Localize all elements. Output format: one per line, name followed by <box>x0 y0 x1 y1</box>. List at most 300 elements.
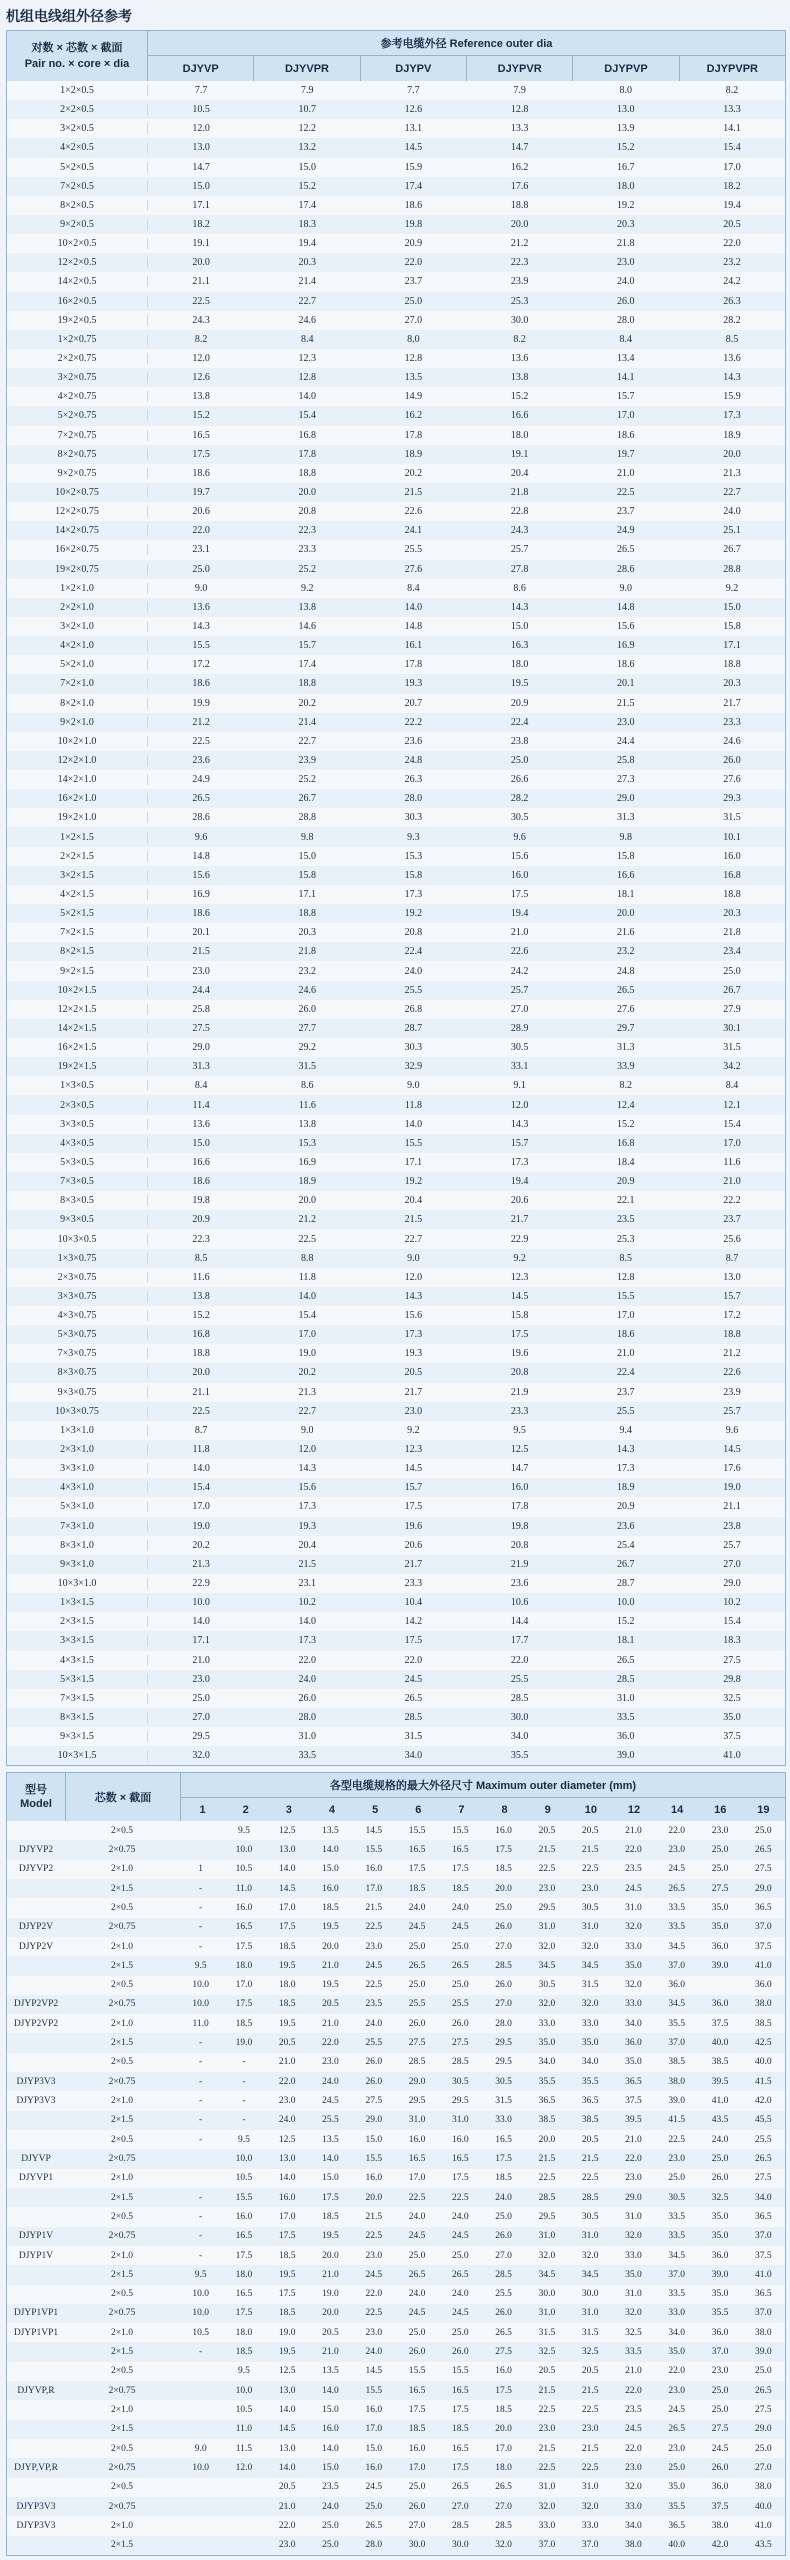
table-cell: 26.5 <box>495 2327 512 2338</box>
table-cell: 30.0 <box>538 2289 556 2300</box>
table-cell: 22.2 <box>404 716 423 728</box>
table-cell: 26.5 <box>754 2385 772 2396</box>
header-cn: 对数 × 芯数 × 截面 <box>31 42 123 54</box>
table-cell: 29.2 <box>298 1042 316 1054</box>
table-cell: 22.6 <box>510 946 529 958</box>
row-label: 10×2×1.5 <box>7 985 148 996</box>
column-header: DJYPV <box>361 56 467 81</box>
table-cell: 9.5 <box>194 1960 207 1971</box>
table-cell: 24.5 <box>365 2482 383 2493</box>
table-cell: 33.5 <box>668 2231 686 2242</box>
table-cell: 31.0 <box>581 1922 599 1933</box>
table-cell: 34.5 <box>668 1941 686 1952</box>
spec-cell: 2×0.5 <box>111 2057 133 2068</box>
table-cell: 33.0 <box>581 2520 599 2531</box>
table-cell: 24.5 <box>365 2269 383 2280</box>
table2-group-header: 各型电缆规格的最大外径尺寸 Maximum outer diameter (mm) <box>181 1773 785 1798</box>
table-cell: 20.3 <box>298 257 316 269</box>
table-cell: 20.0 <box>192 257 210 269</box>
table-cell: 11.5 <box>235 2443 253 2454</box>
table-cell: 37.5 <box>723 1731 741 1743</box>
table-cell: 17.3 <box>298 1635 316 1647</box>
table-cell: 27.0 <box>754 2462 772 2473</box>
table-cell: 28.5 <box>495 2269 512 2280</box>
row-label: 19×2×0.75 <box>7 564 148 575</box>
table-cell: 17.8 <box>510 1501 529 1513</box>
table-cell: 28.5 <box>452 2057 469 2068</box>
table-cell: 17.5 <box>235 2250 253 2261</box>
table-cell: 12.0 <box>192 123 210 135</box>
spec-cell: 2×0.5 <box>111 2482 133 2493</box>
spec-cell: 2×0.75 <box>108 2153 136 2164</box>
table-cell: 24.0 <box>495 2192 512 2203</box>
table-row <box>7 1153 785 1172</box>
table-cell: 27.7 <box>298 1022 316 1034</box>
table-cell: 29.5 <box>495 2057 512 2068</box>
table-cell: 15.0 <box>322 2462 339 2473</box>
table-cell: 26.0 <box>298 1692 316 1704</box>
spec-cell: 2×0.75 <box>108 1999 136 2010</box>
table-cell: 17.0 <box>723 1137 741 1149</box>
table-cell: 29.5 <box>538 1902 556 1913</box>
table-cell: 27.0 <box>723 1558 741 1570</box>
table-cell: 9.4 <box>619 1424 633 1436</box>
table-cell: 24.9 <box>192 774 210 786</box>
table-cell: 24.2 <box>723 276 741 288</box>
table-cell: 24.0 <box>322 2076 339 2087</box>
table-cell: 36.5 <box>668 2520 686 2531</box>
table-cell: 17.5 <box>278 1922 296 1933</box>
table-cell: 36.0 <box>754 1980 772 1991</box>
table-cell: 24.5 <box>452 1922 469 1933</box>
table-cell: 22.0 <box>510 1654 529 1666</box>
row-label: 9×3×1.5 <box>7 1731 148 1742</box>
table-cell: 23.3 <box>404 1578 423 1590</box>
row-label: 7×2×0.75 <box>7 430 148 441</box>
table-cell: 19.1 <box>192 238 210 250</box>
table-cell: 16.0 <box>365 2462 383 2473</box>
column-header: DJYPVP <box>573 56 679 81</box>
table-cell: 14.5 <box>278 1883 296 1894</box>
model-cell: DJYP1V <box>18 2250 54 2261</box>
table-cell: 24.0 <box>322 2501 339 2512</box>
table-cell: 19.8 <box>192 1195 210 1207</box>
table-cell: 22.3 <box>510 257 529 269</box>
row-label: 19×2×0.5 <box>7 315 148 326</box>
table-cell: 25.0 <box>723 965 741 977</box>
table-cell: 12.0 <box>235 2462 253 2473</box>
table-cell: 15.5 <box>408 1825 426 1836</box>
table-cell: 22.5 <box>192 735 210 747</box>
table-cell: 18.4 <box>617 1156 635 1168</box>
table-cell: 29.0 <box>723 1578 741 1590</box>
table-cell: 29.7 <box>617 1022 635 1034</box>
table-cell: 18.8 <box>192 1348 210 1360</box>
table-cell: 24.0 <box>723 506 741 518</box>
row-label: 9×2×1.0 <box>7 717 148 728</box>
table-cell: 20.0 <box>322 1941 339 1952</box>
table-cell: 16.5 <box>452 1844 469 1855</box>
table-cell: 19.4 <box>298 238 316 250</box>
table-cell: 22.0 <box>322 2038 339 2049</box>
table-cell: 30.5 <box>668 2192 686 2203</box>
table-cell: 26.5 <box>754 1844 772 1855</box>
table-cell: 12.3 <box>510 1271 529 1283</box>
table-row <box>7 942 785 961</box>
table-cell: 15.4 <box>298 410 316 422</box>
table-cell: 15.8 <box>510 1310 529 1322</box>
table-cell: 34.0 <box>404 1750 423 1762</box>
table-cell: 23.0 <box>668 2443 686 2454</box>
column-header: 4 <box>328 1803 336 1816</box>
table-cell: 26.0 <box>365 2076 383 2087</box>
table-cell: 24.4 <box>192 984 210 996</box>
table-cell: 28.0 <box>404 793 423 805</box>
table-cell: 38.5 <box>711 2057 729 2068</box>
row-label: 1×3×1.0 <box>7 1425 148 1436</box>
table-cell: 19.2 <box>617 199 635 211</box>
table-cell: 15.5 <box>452 2366 469 2377</box>
table-cell: 21.7 <box>404 1558 423 1570</box>
table-cell: 13.5 <box>322 2366 339 2377</box>
table-row <box>7 1898 785 1917</box>
table-cell: 29.0 <box>365 2115 383 2126</box>
table-cell: 23.0 <box>668 2153 686 2164</box>
table-cell: 18.0 <box>235 2327 253 2338</box>
table-cell: 8.4 <box>619 333 633 345</box>
table-cell: 23.0 <box>625 2173 642 2184</box>
table-cell: 9.5 <box>237 1825 250 1836</box>
spec-cell: 2×0.5 <box>111 1902 133 1913</box>
table-cell: 27.5 <box>723 1654 741 1666</box>
table-cell: 13.4 <box>617 353 635 365</box>
table-cell: 25.0 <box>711 2405 729 2416</box>
table-cell: 23.7 <box>404 276 423 288</box>
table-cell: 17.8 <box>404 659 423 671</box>
table-cell: 30.5 <box>510 812 529 824</box>
table-cell: 24.0 <box>617 276 635 288</box>
table-row <box>7 2014 785 2033</box>
row-label: 14×2×0.5 <box>7 276 148 287</box>
row-label: 8×3×0.5 <box>7 1195 148 1206</box>
model-cell: DJYP2V <box>18 1922 54 1933</box>
table-cell: 9.8 <box>619 831 633 843</box>
table-cell: 15.0 <box>723 601 741 613</box>
table-cell: 23.0 <box>617 257 635 269</box>
table-row <box>7 1879 785 1898</box>
table-cell: - <box>242 2057 246 2068</box>
table-cell: 20.5 <box>581 2366 599 2377</box>
table-cell: 19.5 <box>278 2018 296 2029</box>
table-cell: 14.0 <box>278 2462 296 2473</box>
table-cell: 10.0 <box>235 2385 253 2396</box>
table-cell: 14.0 <box>404 601 423 613</box>
table-cell: 14.0 <box>322 2443 339 2454</box>
table-cell: 20.1 <box>192 927 210 939</box>
row-label: 3×2×0.5 <box>7 123 148 134</box>
table-cell: 23.0 <box>192 965 210 977</box>
table-cell: 15.8 <box>723 621 741 632</box>
table-cell: 15.4 <box>723 1616 741 1628</box>
table-cell: 30.3 <box>404 1042 423 1054</box>
spec-cell: 2×1.5 <box>111 2038 133 2049</box>
table-row <box>7 540 785 559</box>
table-row <box>7 464 785 483</box>
table-cell: 14.0 <box>322 1844 339 1855</box>
row-label: 7×2×0.5 <box>7 181 148 192</box>
table-cell: - <box>199 2038 203 2049</box>
table-cell: 14.2 <box>404 1616 423 1628</box>
table-cell: 9.0 <box>407 1252 420 1264</box>
table-cell: - <box>199 1883 203 1894</box>
table-cell: 8.2 <box>513 333 526 345</box>
table-cell: 17.0 <box>192 1501 210 1513</box>
table-row <box>7 406 785 425</box>
table-cell: 22.5 <box>581 2405 599 2416</box>
table-cell: 40.0 <box>754 2501 772 2512</box>
table-cell: 24.5 <box>322 2096 339 2107</box>
table-row <box>7 2516 785 2535</box>
table-cell: 35.0 <box>625 2057 642 2068</box>
table-cell: 26.0 <box>495 2308 512 2319</box>
model-header-en: Model <box>20 1798 52 1810</box>
table1-body <box>7 81 785 1765</box>
table-cell: 26.5 <box>192 793 210 805</box>
table-cell: 32.0 <box>581 2250 599 2261</box>
table-cell: 22.5 <box>581 1864 599 1875</box>
table-cell: 18.8 <box>298 908 316 920</box>
table-cell: 40.0 <box>754 2057 772 2068</box>
table-cell: 26.5 <box>617 1654 635 1666</box>
table-cell: 19.0 <box>723 1482 741 1494</box>
table-cell: 21.0 <box>625 1825 642 1836</box>
table-cell: 25.0 <box>408 2482 426 2493</box>
table-cell: 31.0 <box>625 1902 642 1913</box>
table-cell: 17.1 <box>192 199 210 211</box>
table-cell: 32.0 <box>538 2250 556 2261</box>
table-cell: 15.9 <box>723 391 741 403</box>
table-row <box>7 1325 785 1344</box>
table-cell: 23.0 <box>322 2057 339 2068</box>
table-cell: 32.0 <box>538 1941 556 1952</box>
table-cell: 8.0 <box>407 333 420 345</box>
table-cell: - <box>199 2211 203 2222</box>
table-cell: 20.5 <box>581 2134 599 2145</box>
table-cell: 32.9 <box>404 1061 423 1073</box>
table-cell: 21.5 <box>581 2153 599 2164</box>
table-cell: 8.5 <box>194 1252 208 1264</box>
table-cell: 20.4 <box>298 1539 316 1551</box>
table-cell: 19.7 <box>617 448 635 460</box>
table-cell: 37.0 <box>711 2347 729 2358</box>
table-cell: 10.0 <box>192 2308 209 2319</box>
table-cell: 20.5 <box>278 2038 296 2049</box>
row-label: 10×2×0.75 <box>7 487 148 498</box>
table-cell: 15.0 <box>322 2173 339 2184</box>
table-cell: 22.5 <box>581 2173 599 2184</box>
table-cell: 34.0 <box>754 2192 772 2203</box>
table-cell: 19.5 <box>322 2231 339 2242</box>
table-row <box>7 2342 785 2361</box>
column-header: 14 <box>670 1803 684 1816</box>
column-header: 3 <box>285 1803 292 1816</box>
table-cell: 27.0 <box>495 2501 512 2512</box>
table-cell: 27.0 <box>510 1003 529 1015</box>
table-cell: 9.0 <box>301 1424 314 1436</box>
table-cell: 14.1 <box>617 372 635 384</box>
table-row <box>7 311 785 330</box>
table-cell: 35.0 <box>668 2482 686 2493</box>
table-cell: 7.9 <box>513 85 526 97</box>
table-cell: 14.5 <box>365 2366 383 2377</box>
table-cell: 11.0 <box>235 1883 253 1894</box>
row-label: 7×3×0.5 <box>7 1176 148 1187</box>
table-cell: 19.0 <box>192 1520 210 1532</box>
table-cell: 15.6 <box>617 621 635 632</box>
table-cell: 29.3 <box>723 793 741 805</box>
table-cell: 21.1 <box>723 1501 741 1513</box>
table-cell: 20.9 <box>617 1176 635 1188</box>
table-cell: 18.9 <box>617 1482 635 1494</box>
table-cell: 27.0 <box>192 1712 210 1724</box>
table-cell: 17.5 <box>404 1501 423 1513</box>
table-cell: 34.0 <box>625 2520 642 2531</box>
table-row <box>7 923 785 942</box>
table-cell: 24.5 <box>625 1883 642 1894</box>
table-cell: 29.5 <box>192 1731 210 1743</box>
table-cell: 21.2 <box>192 716 210 728</box>
table-cell: 24.9 <box>617 525 635 537</box>
table-cell: 23.4 <box>723 946 741 958</box>
table-cell: 15.2 <box>510 391 529 403</box>
table-cell: 35.0 <box>723 1712 741 1724</box>
table-cell: 22.2 <box>723 1195 741 1207</box>
table-cell: 15.7 <box>510 1137 529 1149</box>
table-cell: 23.0 <box>538 2424 556 2435</box>
table-cell: 16.5 <box>235 2231 253 2242</box>
row-label: 4×2×1.0 <box>7 640 148 651</box>
table-cell: 27.5 <box>365 2096 383 2107</box>
table-cell: 22.7 <box>298 295 316 307</box>
table-row <box>7 2227 785 2246</box>
table-cell: 28.5 <box>408 2057 426 2068</box>
table-cell: 34.0 <box>668 2327 686 2338</box>
table-cell: 23.0 <box>365 2327 383 2338</box>
table-row <box>7 1095 785 1114</box>
table-cell: 15.7 <box>404 1482 423 1494</box>
table-cell: 35.0 <box>711 1902 729 1913</box>
table-cell: 31.0 <box>617 1692 635 1704</box>
table-cell: 17.0 <box>723 161 741 173</box>
table-cell: 9.0 <box>619 582 633 594</box>
table-cell: 11.8 <box>298 1271 316 1283</box>
table-cell: 22.4 <box>404 946 423 958</box>
table-cell: 21.5 <box>365 2211 383 2222</box>
table-cell: 15.7 <box>617 391 635 403</box>
table-cell: 24.0 <box>452 1902 469 1913</box>
table-cell: 15.7 <box>723 1290 741 1302</box>
table-cell: 12.5 <box>278 1825 296 1836</box>
table-cell: 26.5 <box>404 1692 423 1704</box>
table-cell: - <box>199 2057 203 2068</box>
table-cell: 17.5 <box>495 2385 512 2396</box>
table-cell: 41.0 <box>723 1750 741 1762</box>
table-cell: 18.2 <box>192 219 210 231</box>
table-cell: 23.0 <box>625 2462 642 2473</box>
table-cell: 17.0 <box>365 2424 383 2435</box>
table-row <box>7 2381 785 2400</box>
table-cell: 20.0 <box>192 1367 210 1379</box>
table-cell: 15.5 <box>365 2153 383 2164</box>
table-cell: 22.7 <box>298 1405 316 1417</box>
row-label: 10×3×0.5 <box>7 1234 148 1245</box>
table-cell: 20.9 <box>510 697 529 709</box>
table-cell: 9.0 <box>194 2443 207 2454</box>
table-cell: 20.3 <box>298 927 316 939</box>
row-label: 2×3×1.5 <box>7 1616 148 1627</box>
table-cell: 14.0 <box>278 1864 296 1875</box>
table-row <box>7 2111 785 2130</box>
table-cell: 20.5 <box>581 1825 599 1836</box>
table-cell: 32.5 <box>581 2347 599 2358</box>
table-cell: 31.3 <box>192 1061 210 1073</box>
table-row <box>7 2130 785 2149</box>
spec-cell: 2×0.5 <box>111 2366 133 2377</box>
table-cell: 9.5 <box>237 2366 250 2377</box>
table-row <box>7 808 785 827</box>
table-cell: 14.8 <box>404 621 423 632</box>
table-row <box>7 1612 785 1631</box>
table-cell: 26.0 <box>617 295 635 307</box>
table-cell: 30.5 <box>581 2211 599 2222</box>
table-cell: 22.3 <box>298 525 316 537</box>
table-cell: 17.0 <box>408 2173 426 2184</box>
table-cell: 37.0 <box>668 2038 686 2049</box>
table-cell: 21.0 <box>278 2501 296 2512</box>
table-cell: 35.5 <box>668 2501 686 2512</box>
table-cell: 26.5 <box>617 984 635 996</box>
table-cell: 22.1 <box>617 1195 635 1207</box>
table-row <box>7 655 785 674</box>
table-cell: 35.0 <box>711 2289 729 2300</box>
row-label: 14×2×1.0 <box>7 774 148 785</box>
table-cell: 28.5 <box>581 2192 599 2203</box>
table-cell: 27.5 <box>711 2424 729 2435</box>
table-cell: 21.4 <box>298 276 316 288</box>
table-cell: 26.5 <box>408 1960 426 1971</box>
table-cell: 16.5 <box>452 2385 469 2396</box>
table-cell: 24.0 <box>278 2115 296 2126</box>
table-cell: 36.0 <box>711 2482 729 2493</box>
table-cell: 20.5 <box>322 1999 339 2010</box>
row-label: 7×2×1.5 <box>7 927 148 938</box>
model-cell: DJYP,VP,R <box>14 2462 58 2473</box>
table-cell: 26.0 <box>452 2018 469 2029</box>
table-cell: 16.8 <box>723 869 741 881</box>
table-row <box>7 1670 785 1689</box>
spec-header: 芯数 × 截面 <box>66 1773 181 1821</box>
table-cell: 8.7 <box>194 1424 208 1436</box>
table-cell: 41.0 <box>711 2096 729 2107</box>
table-row <box>7 1363 785 1382</box>
table-cell: 20.3 <box>723 908 741 920</box>
table-cell: 39.0 <box>754 2347 772 2358</box>
table-cell: 30.0 <box>581 2289 599 2300</box>
table-cell: 17.5 <box>235 1941 253 1952</box>
table-cell: 15.0 <box>192 180 210 192</box>
table-cell: 37.0 <box>754 2231 772 2242</box>
table-cell: 21.7 <box>404 1386 423 1398</box>
